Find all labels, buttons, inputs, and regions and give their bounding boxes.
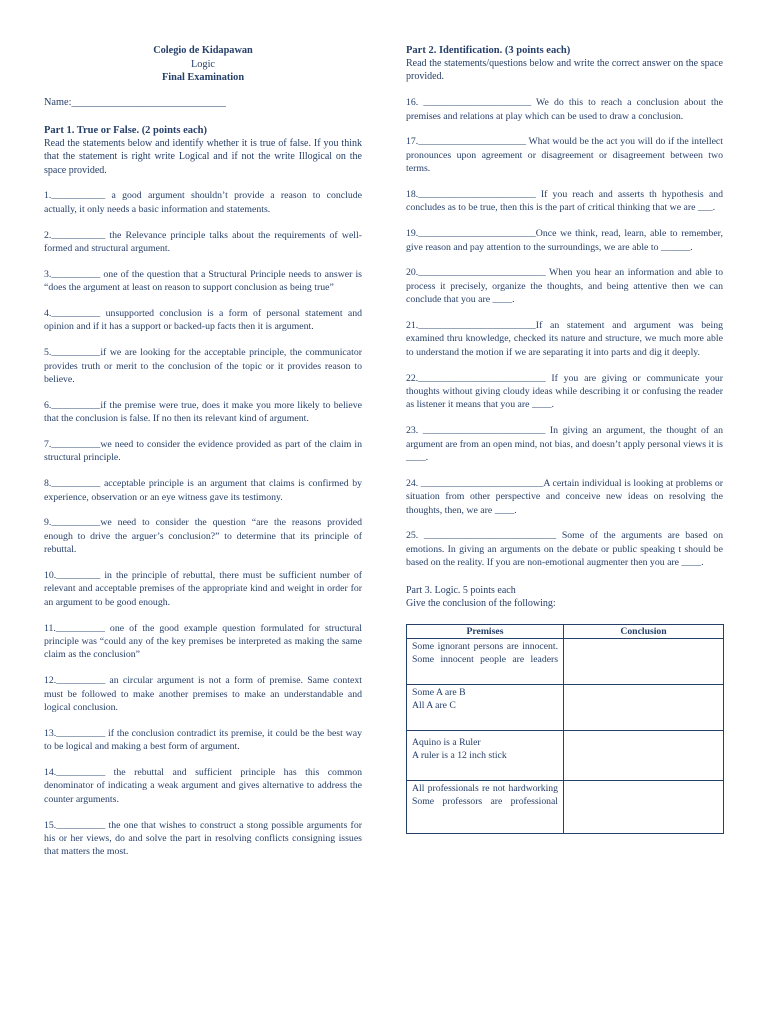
question-4: 4.__________ unsupported conclusion is a form of personal statement and opinion and if it has a support or backed-up facts then it is argument. (44, 308, 362, 333)
left-column (44, 44, 362, 859)
conclusion-answer-cell[interactable] (564, 730, 724, 780)
question-23: 23. _________________________ In giving an argument, the thought of an argument are from an open mind, not bias, and doesn’t apply personal views it is ____. (406, 425, 723, 464)
premises-cell (407, 730, 564, 780)
premises-table (406, 624, 724, 834)
conclusion-answer-cell[interactable] (564, 638, 724, 684)
part3-instructions: Give the conclusion of the following: (406, 598, 556, 610)
right-column (406, 44, 723, 834)
question-19: 19.________________________Once we think, read, learn, able to remember, give reason and pay attention to the surroundings, we are able to ______. (406, 228, 723, 253)
question-8: 8.__________ acceptable principle is an argument that claims is confirmed by experience, observation or an eye witness gave its testimony. (44, 478, 362, 503)
name-field[interactable]: Name:______________________________ (44, 96, 226, 108)
table-row (407, 638, 724, 684)
question-2: 2.___________ the Relevance principle talks about the requirements of well-formed and structural argument. (44, 229, 362, 254)
question-5: 5.__________if we are looking for the acceptable principle, the communicator provides truth or merit to the conclusion of the topic or it provides reason to believe. (44, 347, 362, 386)
premises-cell (407, 780, 564, 833)
question-15: 15.__________ the one that wishes to construct a stong possible arguments for his or her views, do and solve the part in resolving conflicts consigning issues that matters the most. (44, 819, 362, 858)
premise-line: Some A are B (412, 686, 466, 698)
premise-line: All professionals re not hardworking (412, 782, 558, 794)
table-row (407, 730, 724, 780)
question-13: 13.__________ if the conclusion contradict its premise, it could be the best way to be logical and making a best form of argument. (44, 727, 362, 753)
question-7: 7.__________we need to consider the evidence provided as part of the claim in structural principle. (44, 439, 362, 464)
exam-title: Final Examination (161, 72, 245, 84)
question-10: 10._________ in the principle of rebuttal, there must be sufficient number of relevant and acceptable premises of the appropriate kind and weight in order for an argument to be good enough. (44, 570, 362, 608)
question-1: 1.___________ a good argument shouldn’t provide a reason to conclude actually, it only needs a basic information and statements. (44, 190, 362, 215)
question-18: 18.________________________ If you reach and asserts th hypothesis and concludes as to be true, then this is the part of critical thinking that we are ___. (406, 189, 723, 214)
subject-title: Logic (190, 58, 216, 70)
part1-instructions: Read the statements below and identify whether it is true of false. If you think that the statement is right write Logical and if not the write Illogical on the space provided. (44, 137, 362, 176)
conclusion-answer-cell[interactable] (564, 780, 724, 833)
table-row (407, 780, 724, 833)
part3-title: Part 3. Logic. 5 points each (406, 584, 516, 596)
question-22: 22.__________________________ If you are giving or communicate your thoughts without giving cloudy ideas while describing it or confusing the reader as listener it means that you are ____. (406, 372, 723, 411)
table-header-row (407, 624, 724, 638)
premise-line: Some professors are professional (412, 795, 558, 807)
premises-cell (407, 684, 564, 730)
part1-title: Part 1. True or False. (2 points each) (44, 124, 208, 136)
question-12: 12.__________ an circular argument is not a form of premise. Same context must be followed to make another premises to make an understandable and logical conclusion. (44, 675, 362, 714)
question-3: 3.__________ one of the question that a Structural Principle needs to answer is “does the argument at least on reason to support conclusion as being true” (44, 268, 362, 294)
question-9: 9.__________we need to consider the question “are the reasons provided enough to drive the arguer’s conclusion?” to determine that its principle of rebuttal. (44, 517, 362, 556)
part2-instructions: Read the statements/questions below and write the correct answer on the space provided. (406, 58, 723, 83)
premise-line: A ruler is a 12 inch stick (412, 749, 507, 761)
conclusion-header: Conclusion (564, 624, 724, 638)
premise-line: All A are C (412, 699, 456, 711)
question-25: 25. ___________________________ Some of the arguments are based on emotions. In giving an arguments on the debate or public speaking t should be based on the reality. If you are non-emotional augmenter then you are ____. (406, 530, 723, 569)
question-24: 24. _________________________A certain individual is looking at problems or situation from other perspective and conceive new ideas on resolving the thoughts, then, we are ____. (406, 477, 723, 516)
premises-header: Premises (407, 624, 564, 638)
school-name: Colegio de Kidapawan (153, 45, 253, 56)
premise-line: Aquino is a Ruler (412, 736, 481, 748)
conclusion-answer-cell[interactable] (564, 684, 724, 730)
question-11: 11.__________ one of the good example question formulated for structural principle was “could any of the key premises be interpreted as making the same claim as the conclusion” (44, 622, 362, 661)
question-6: 6.__________if the premise were true, does it make you more likely to believe that the conclusion is false. If no then its relevant kind of argument. (44, 399, 362, 425)
premise-line: Some ignorant persons are innocent. (412, 640, 558, 652)
question-14: 14.__________ the rebuttal and sufficient principle has this common denominator of indicating a weak argument and gives alternative to address the counter arguments. (44, 767, 362, 805)
part2-title: Part 2. Identification. (3 points each) (406, 45, 571, 56)
question-21: 21.________________________If an statement and argument was being examined thru knowledge, checked its nature and structure, we much more able to understand the motion if we are separating it into parts and dig it deeply. (406, 320, 723, 358)
question-20: 20.__________________________ When you hear an information and able to process it precisely, organize the thoughts, and being attentive then we can conclude that you are ____. (406, 267, 723, 306)
premise-line: Some innocent people are leaders (412, 653, 558, 665)
question-17: 17.______________________ What would be the act you will do if the intellect pronounces upon agreement or disagreement or disagreement between two terms. (406, 136, 723, 175)
table-row (407, 684, 724, 730)
premises-cell (407, 638, 564, 684)
question-16: 16. ______________________ We do this to reach a conclusion about the premises and relations at play which can be used to draw a conclusion. (406, 97, 723, 122)
